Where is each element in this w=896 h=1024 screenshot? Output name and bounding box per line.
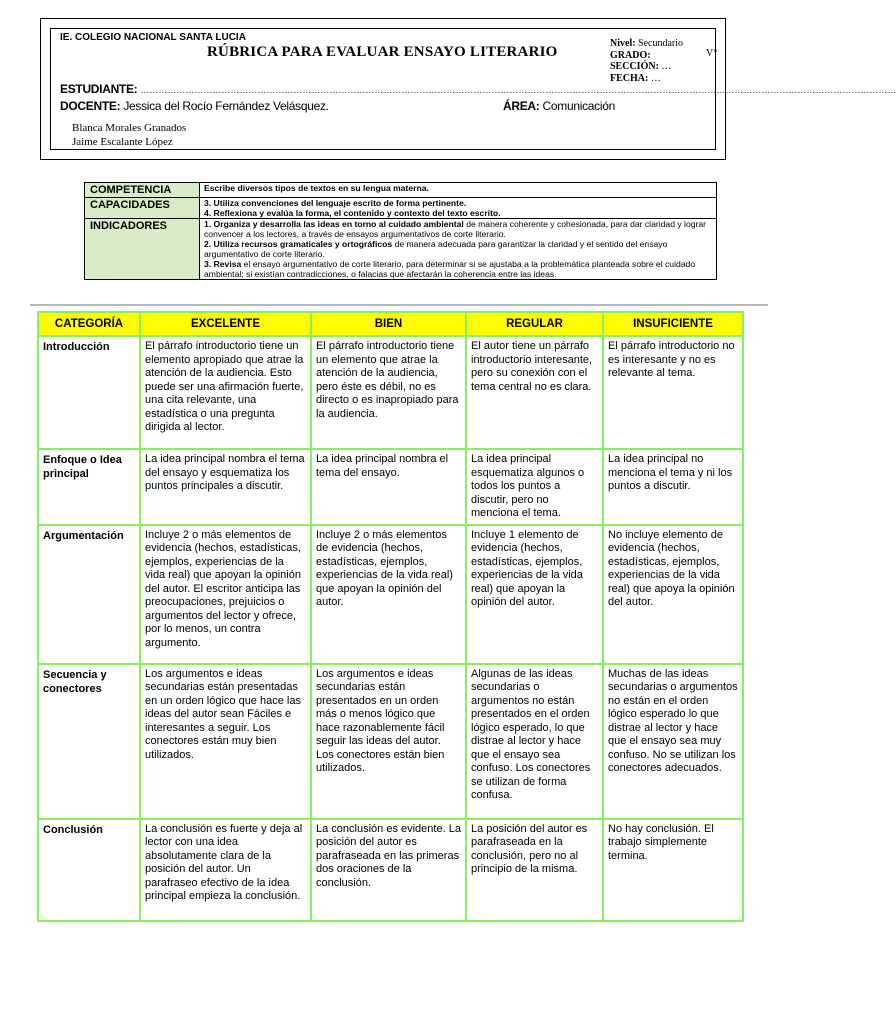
rubric-row: [38, 449, 743, 525]
indicador-item: [204, 219, 712, 239]
cell-bien: La conclusión es evidente. La posición del autor es parafraseada en las primeras dos oraciones de la conclusión.: [311, 819, 466, 921]
cell-bien: La idea principal nombra el tema del ensayo.: [311, 449, 466, 525]
seccion-label: SECCIÓN:: [610, 61, 659, 72]
fecha-value: …: [650, 72, 661, 84]
area-line: [503, 99, 615, 113]
cell-insuficiente: El párrafo introductorio no es interesante y no es relevante al tema.: [603, 336, 743, 449]
indicador-item: [204, 239, 712, 259]
cell-excelente: La idea principal nombra el tema del ensayo y esquematiza los puntos principales a discutir.: [140, 449, 311, 525]
cell-insuficiente: No incluye elemento de evidencia (hechos, estadísticas, ejemplos, experiencias de la vida real) que apoya la opinión del autor.: [603, 525, 743, 664]
indicador-3-bold: 3. Revisa: [204, 259, 242, 269]
cell-excelente: Los argumentos e ideas secundarias están presentadas en un orden lógico que hace las ideas del autor sean Fáciles e interesantes a seguir. Los conectores están muy bien utilizados.: [140, 664, 311, 819]
seccion-value: …: [661, 61, 672, 72]
section-divider: [30, 304, 768, 306]
header-meta: [610, 38, 683, 84]
competencia-label: COMPETENCIA: [85, 183, 200, 198]
fecha-label: FECHA:: [610, 72, 649, 84]
student-name: Blanca Morales Granados: [72, 122, 187, 134]
row-category: Argumentación: [38, 525, 140, 664]
capacidad-item: 4. Reflexiona y evalúa la forma, el contenido y contexto del texto escrito.: [204, 208, 501, 218]
estudiante-dots: ………………………………………………………………………………………………………………………………………………………………………………………………………………………………: [140, 85, 896, 95]
indicadores-row: [85, 219, 717, 280]
header-excelente: EXCELENTE: [140, 312, 311, 336]
cell-insuficiente: No hay conclusión. El trabajo simplemente termina.: [603, 819, 743, 921]
competencia-value: Escribe diversos tipos de textos en su lengua materna.: [200, 183, 717, 198]
grado-value: V°: [706, 48, 718, 59]
cell-excelente: La conclusión es fuerte y deja al lector con una idea absolutamente clara de la posición del autor. Un parafraseo efectivo de la idea principal empieza la conclusión.: [140, 819, 311, 921]
nivel-value: Secundario: [638, 38, 684, 49]
school-name: IE. COLEGIO NACIONAL SANTA LUCIA: [60, 32, 246, 43]
cell-insuficiente: Muchas de las ideas secundarias o argumentos no están en el orden lógico esperado lo que distrae al lector y hace que el ensayo sea muy confuso. No se utilizan los conectores adecuados.: [603, 664, 743, 819]
grado-label: GRADO:: [610, 49, 651, 61]
student-name: Jaime Escalante López: [72, 136, 173, 148]
student-names: [72, 121, 186, 149]
competencia-table: [84, 182, 717, 280]
indicador-3-text: el ensayo argumentativo de corte literario, para determinar si se ajustaba a la problemática planteada sobre el cuidado ambiental; si existían contradicciones, o falacias que afectarán la coherencia entre las ideas.: [204, 259, 696, 279]
document-title: RÚBRICA PARA EVALUAR ENSAYO LITERARIO: [207, 44, 558, 60]
header-insuficiente: INSUFICIENTE: [603, 312, 743, 336]
header-categoria: CATEGORÍA: [38, 312, 140, 336]
header-bien: BIEN: [311, 312, 466, 336]
cell-bien: El párrafo introductorio tiene un elemento que atrae la atención de la audiencia, pero éste es débil, no es directo o es inapropiado para la audiencia.: [311, 336, 466, 449]
row-category: Conclusión: [38, 819, 140, 921]
header-regular: REGULAR: [466, 312, 603, 336]
row-category: Enfoque o Idea principal: [38, 449, 140, 525]
cell-insuficiente: La idea principal no menciona el tema y ni los puntos a discutir.: [603, 449, 743, 525]
indicador-2-bold: 2. Utiliza recursos gramaticales y ortográficos: [204, 239, 393, 249]
indicadores-label: INDICADORES: [85, 219, 200, 280]
cell-excelente: El párrafo introductorio tiene un elemento apropiado que atrae la atención de la audiencia. Esto puede ser una afirmación fuerte, una cita relevante, una estadística o una pregunta dirigida al lector.: [140, 336, 311, 449]
docente-label: DOCENTE:: [60, 99, 121, 113]
cell-bien: Incluye 2 o más elementos de evidencia (hechos, estadísticas, ejemplos, experiencias de la vida real) que apoyan la opinión del autor.: [311, 525, 466, 664]
indicador-2-text: de manera adecuada para garantizar la claridad y el sentido del ensayo argumentativo de corte literario.: [204, 239, 668, 259]
rubric-row: [38, 336, 743, 449]
rubric-table: [37, 311, 744, 922]
area-value: Comunicación: [542, 99, 615, 113]
cell-regular: La posición del autor es parafraseada en la conclusión, pero no al principio de la misma.: [466, 819, 603, 921]
indicadores-value: [200, 219, 717, 280]
rubric-row: [38, 525, 743, 664]
nivel-label: Nivel:: [610, 38, 636, 49]
cell-bien: Los argumentos e ideas secundarias están presentados en un orden más o menos lógico que hace razonablemente fácil seguir las ideas del autor. Los conectores están bien utilizados.: [311, 664, 466, 819]
competencia-row: [85, 183, 717, 198]
capacidades-label: CAPACIDADES: [85, 198, 200, 219]
cell-regular: Incluye 1 elemento de evidencia (hechos, estadísticas, ejemplos, experiencias de la vida real) que apoyan la opinión del autor.: [466, 525, 603, 664]
indicador-1-text: de manera coherente y cohesionada, para dar claridad y lograr convencer a los lectores, a través de ensayos argumentativos de corte literario.: [204, 219, 707, 239]
cell-excelente: Incluye 2 o más elementos de evidencia (hechos, estadísticas, ejemplos, experiencias de la vida real) que apoyan la opinión del autor. El escritor anticipa las preocupaciones, prejuicios o argumentos del lector y ofrece, por lo menos, un contra argumento.: [140, 525, 311, 664]
docente-line: [60, 99, 329, 113]
rubric-row: [38, 819, 743, 921]
row-category: Secuencia y conectores: [38, 664, 140, 819]
indicador-1-bold: 1. Organiza y desarrolla las ideas en torno al cuidado ambiental: [204, 219, 464, 229]
cell-regular: Algunas de las ideas secundarias o argumentos no están presentados en el orden lógico esperado, lo que distrae al lector y hace que el ensayo sea confuso. Los conectores se utilizan de forma confusa.: [466, 664, 603, 819]
row-category: Introducción: [38, 336, 140, 449]
area-label: ÁREA:: [503, 99, 540, 113]
capacidades-row: [85, 198, 717, 219]
cell-regular: El autor tiene un párrafo introductorio interesante, pero su conexión con el tema central no es clara.: [466, 336, 603, 449]
capacidad-item: 3. Utiliza convenciones del lenguaje escrito de forma pertinente.: [204, 198, 467, 208]
docente-value: Jessica del Rocío Fernández Velásquez.: [123, 99, 329, 113]
estudiante-label: ESTUDIANTE:: [60, 82, 138, 96]
estudiante-line: [60, 82, 896, 96]
capacidades-value: [200, 198, 717, 219]
rubric-header-row: [38, 312, 743, 336]
indicador-item: [204, 259, 712, 279]
cell-regular: La idea principal esquematiza algunos o todos los puntos a discutir, pero no menciona el tema.: [466, 449, 603, 525]
rubric-row: [38, 664, 743, 819]
